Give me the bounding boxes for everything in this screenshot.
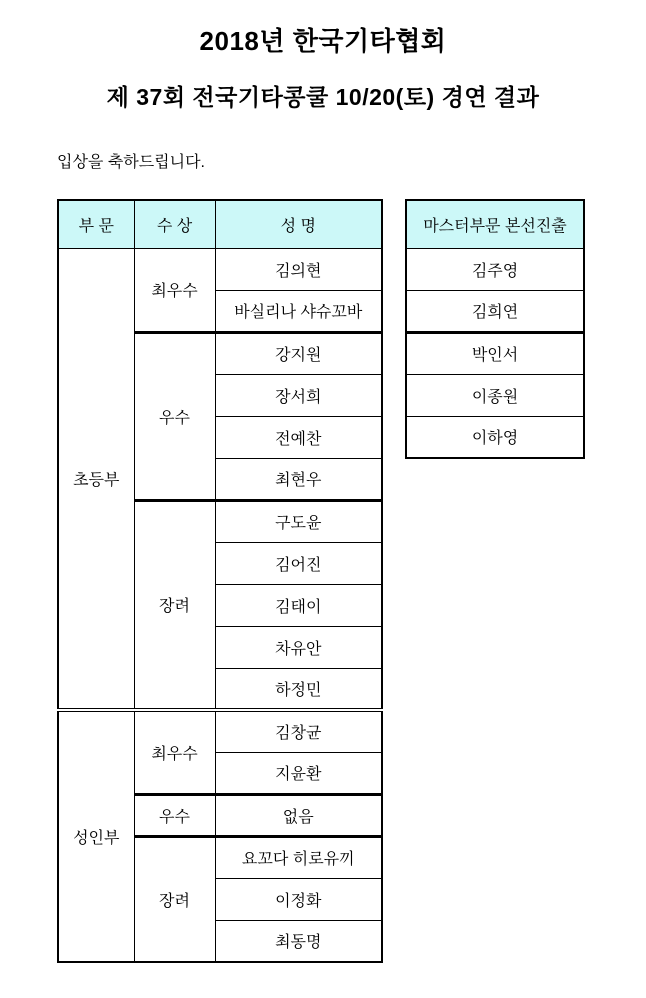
- award-cell: 우수: [134, 332, 215, 500]
- name-cell: 김창균: [215, 710, 382, 752]
- name-cell: 전예찬: [215, 416, 382, 458]
- division-cell: 초등부: [58, 248, 134, 710]
- masters-header: 마스터부문 본선진출: [406, 200, 584, 248]
- name-cell: 장서희: [215, 374, 382, 416]
- table-row: [406, 416, 584, 458]
- name-cell: 이정화: [215, 878, 382, 920]
- name-cell: 최현우: [215, 458, 382, 500]
- table-row: [406, 290, 584, 332]
- name-cell: 구도윤: [215, 500, 382, 542]
- table-row: [58, 710, 382, 752]
- name-cell: 하정민: [215, 668, 382, 710]
- masters-header-row: [406, 200, 584, 248]
- name-cell: 요꼬다 히로유끼: [215, 836, 382, 878]
- results-header-row: [58, 200, 382, 248]
- table-row: [406, 248, 584, 290]
- name-cell: 김어진: [215, 542, 382, 584]
- award-cell: 우수: [134, 794, 215, 836]
- header-division: 부 문: [58, 200, 134, 248]
- award-cell: 최우수: [134, 248, 215, 332]
- name-cell: 바실리나 샤슈꼬바: [215, 290, 382, 332]
- masters-name-cell: 이종원: [406, 374, 584, 416]
- page-subtitle: 제 37회 전국기타콩쿨 10/20(토) 경연 결과: [106, 84, 540, 110]
- header-name: 성 명: [215, 200, 382, 248]
- masters-name-cell: 이하영: [406, 416, 584, 458]
- header-award: 수 상: [134, 200, 215, 248]
- masters-name-cell: 박인서: [406, 332, 584, 374]
- page-title: 2018년 한국기타협회: [199, 26, 447, 56]
- name-cell: 김태이: [215, 584, 382, 626]
- masters-table: [405, 199, 585, 459]
- name-cell: 차유안: [215, 626, 382, 668]
- name-cell: 지윤환: [215, 752, 382, 794]
- name-cell: 최동명: [215, 920, 382, 962]
- table-row: [58, 248, 382, 290]
- table-row: [406, 374, 584, 416]
- award-cell: 최우수: [134, 710, 215, 794]
- results-table: [57, 199, 383, 963]
- name-cell: 강지원: [215, 332, 382, 374]
- congrats-text: 입상을 축하드립니다.: [57, 154, 205, 171]
- division-cell: 성인부: [58, 710, 134, 962]
- name-cell: 없음: [215, 794, 382, 836]
- name-cell: 김의현: [215, 248, 382, 290]
- award-cell: 장려: [134, 836, 215, 962]
- award-cell: 장려: [134, 500, 215, 710]
- masters-name-cell: 김희연: [406, 290, 584, 332]
- table-row: [406, 332, 584, 374]
- masters-name-cell: 김주영: [406, 248, 584, 290]
